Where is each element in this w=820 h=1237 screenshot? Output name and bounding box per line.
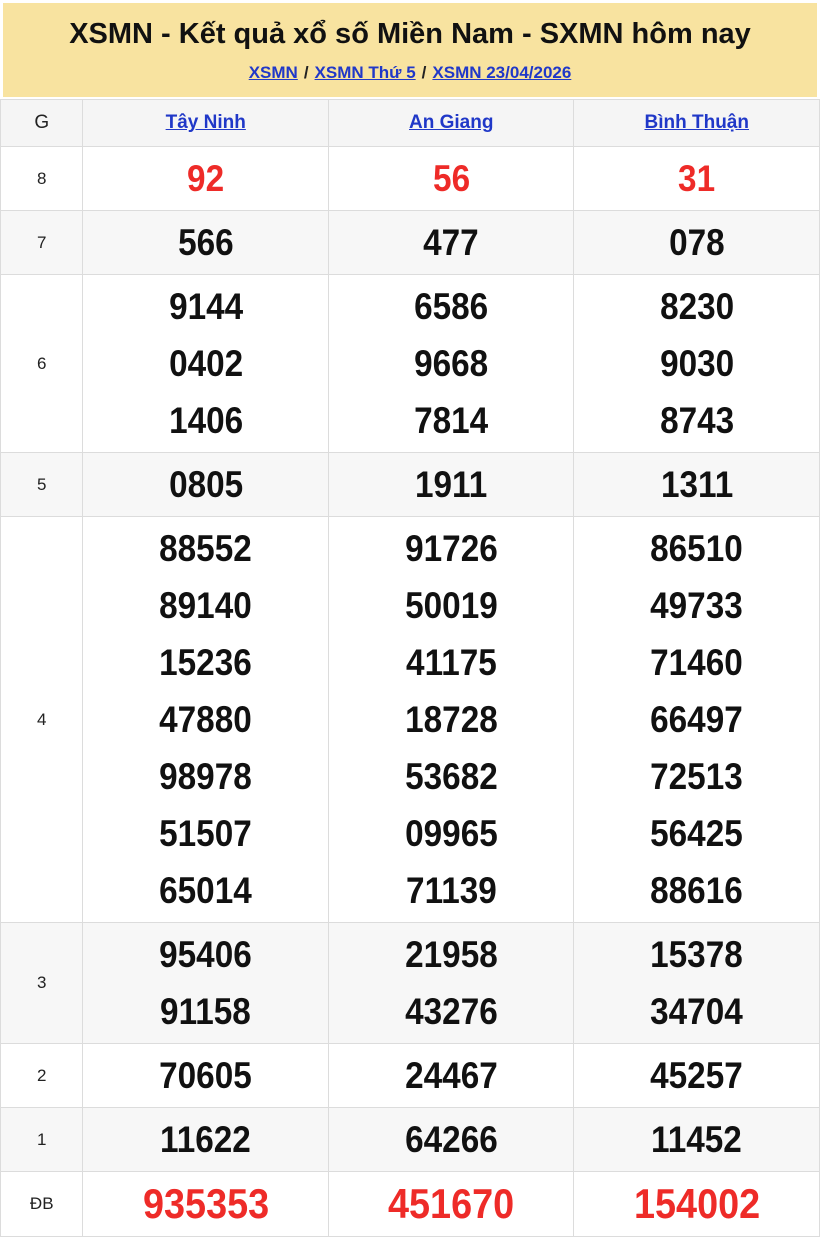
province-header	[83, 100, 329, 147]
prize-numbers-cell	[83, 147, 329, 211]
prize-number: 477	[423, 222, 480, 263]
prize-label: 4	[1, 517, 83, 923]
prize-number: 91726	[404, 528, 498, 569]
prize-number: 1406	[168, 400, 243, 441]
prize-numbers-cell	[83, 1108, 329, 1172]
breadcrumb-link[interactable]: XSMN Thứ 5	[314, 63, 416, 82]
prize-numbers-cell	[328, 147, 574, 211]
prize-row-ĐB	[1, 1172, 820, 1237]
prize-number: 0805	[168, 464, 243, 505]
prize-number: 98978	[159, 756, 253, 797]
prize-column-header: G	[1, 100, 83, 147]
lottery-results-page	[0, 3, 820, 1237]
prize-number: 65014	[159, 870, 253, 911]
prize-numbers-cell	[328, 1172, 574, 1237]
prize-label: 3	[1, 923, 83, 1044]
prize-number: 71460	[650, 642, 744, 683]
prize-numbers-cell	[574, 923, 820, 1044]
prize-number: 154002	[633, 1180, 760, 1227]
prize-label: 7	[1, 211, 83, 275]
prize-number: 66497	[650, 699, 744, 740]
prize-number: 92	[187, 158, 225, 199]
prize-label: ĐB	[1, 1172, 83, 1237]
prize-numbers-cell	[574, 211, 820, 275]
prize-label: 1	[1, 1108, 83, 1172]
prize-row-3	[1, 923, 820, 1044]
prize-numbers-cell	[328, 1044, 574, 1108]
province-link[interactable]: Tây Ninh	[165, 112, 246, 133]
prize-number: 72513	[650, 756, 744, 797]
prize-number: 88616	[650, 870, 744, 911]
province-header	[328, 100, 574, 147]
prize-number: 6586	[414, 286, 489, 327]
prize-number: 8230	[659, 286, 734, 327]
prize-number: 45257	[650, 1055, 744, 1096]
prize-row-5	[1, 453, 820, 517]
prize-row-6	[1, 275, 820, 453]
prize-number: 11452	[651, 1119, 743, 1160]
results-table-body	[1, 147, 820, 1237]
prize-numbers-cell	[328, 275, 574, 453]
prize-numbers-cell	[574, 275, 820, 453]
prize-number: 7814	[414, 400, 489, 441]
prize-number: 50019	[404, 585, 498, 626]
prize-number: 49733	[650, 585, 744, 626]
prize-number: 11622	[160, 1119, 252, 1160]
header-banner	[3, 3, 817, 97]
prize-label: 5	[1, 453, 83, 517]
breadcrumb-link[interactable]: XSMN 23/04/2026	[432, 63, 572, 82]
prize-numbers-cell	[328, 517, 574, 923]
prize-numbers-cell	[83, 517, 329, 923]
prize-number: 078	[668, 222, 725, 263]
prize-number: 24467	[404, 1055, 498, 1096]
prize-numbers-cell	[83, 275, 329, 453]
prize-number: 56	[432, 158, 470, 199]
prize-number: 51507	[159, 813, 253, 854]
prize-number: 43276	[404, 991, 498, 1032]
prize-row-7	[1, 211, 820, 275]
prize-numbers-cell	[83, 923, 329, 1044]
prize-row-4	[1, 517, 820, 923]
prize-number: 64266	[404, 1119, 498, 1160]
results-table	[0, 99, 820, 1237]
prize-numbers-cell	[328, 453, 574, 517]
prize-number: 09965	[404, 813, 498, 854]
prize-number: 15236	[159, 642, 253, 683]
prize-numbers-cell	[574, 1108, 820, 1172]
prize-numbers-cell	[83, 1172, 329, 1237]
prize-number: 31	[678, 158, 716, 199]
prize-number: 9668	[414, 343, 489, 384]
prize-numbers-cell	[574, 517, 820, 923]
prize-number: 47880	[159, 699, 253, 740]
prize-numbers-cell	[83, 1044, 329, 1108]
prize-numbers-cell	[574, 453, 820, 517]
breadcrumb	[13, 62, 807, 84]
prize-row-8	[1, 147, 820, 211]
prize-number: 91158	[160, 991, 252, 1032]
results-table-head	[1, 100, 820, 147]
prize-number: 0402	[168, 343, 243, 384]
prize-number: 18728	[404, 699, 498, 740]
prize-row-2	[1, 1044, 820, 1108]
prize-number: 9144	[168, 286, 243, 327]
province-link[interactable]: Bình Thuận	[644, 112, 749, 133]
prize-number: 41175	[405, 642, 497, 683]
prize-label: 6	[1, 275, 83, 453]
prize-number: 88552	[159, 528, 253, 569]
province-link[interactable]: An Giang	[409, 112, 494, 133]
prize-numbers-cell	[574, 1172, 820, 1237]
prize-number: 95406	[159, 934, 253, 975]
prize-numbers-cell	[328, 211, 574, 275]
header-row	[1, 100, 820, 147]
prize-numbers-cell	[574, 1044, 820, 1108]
prize-number: 34704	[650, 991, 744, 1032]
prize-label: 8	[1, 147, 83, 211]
prize-number: 1911	[415, 464, 488, 505]
breadcrumb-separator: /	[421, 63, 427, 82]
prize-number: 86510	[650, 528, 744, 569]
prize-number: 21958	[404, 934, 498, 975]
prize-number: 15378	[650, 934, 744, 975]
prize-numbers-cell	[83, 211, 329, 275]
prize-numbers-cell	[328, 923, 574, 1044]
prize-number: 451670	[388, 1180, 515, 1227]
breadcrumb-separator: /	[303, 63, 309, 82]
prize-number: 53682	[404, 756, 498, 797]
prize-number: 70605	[159, 1055, 253, 1096]
prize-number: 56425	[650, 813, 744, 854]
page-title: XSMN - Kết quả xổ số Miền Nam - SXMN hôm nay	[69, 18, 751, 50]
prize-number: 8743	[659, 400, 734, 441]
breadcrumb-link[interactable]: XSMN	[248, 63, 298, 82]
prize-numbers-cell	[83, 453, 329, 517]
prize-number: 71139	[405, 870, 497, 911]
prize-numbers-cell	[574, 147, 820, 211]
prize-number: 9030	[659, 343, 734, 384]
prize-numbers-cell	[328, 1108, 574, 1172]
prize-number: 89140	[159, 585, 253, 626]
prize-row-1	[1, 1108, 820, 1172]
prize-label: 2	[1, 1044, 83, 1108]
province-header	[574, 100, 820, 147]
prize-number: 1311	[660, 464, 733, 505]
prize-number: 935353	[142, 1180, 269, 1227]
prize-number: 566	[177, 222, 234, 263]
